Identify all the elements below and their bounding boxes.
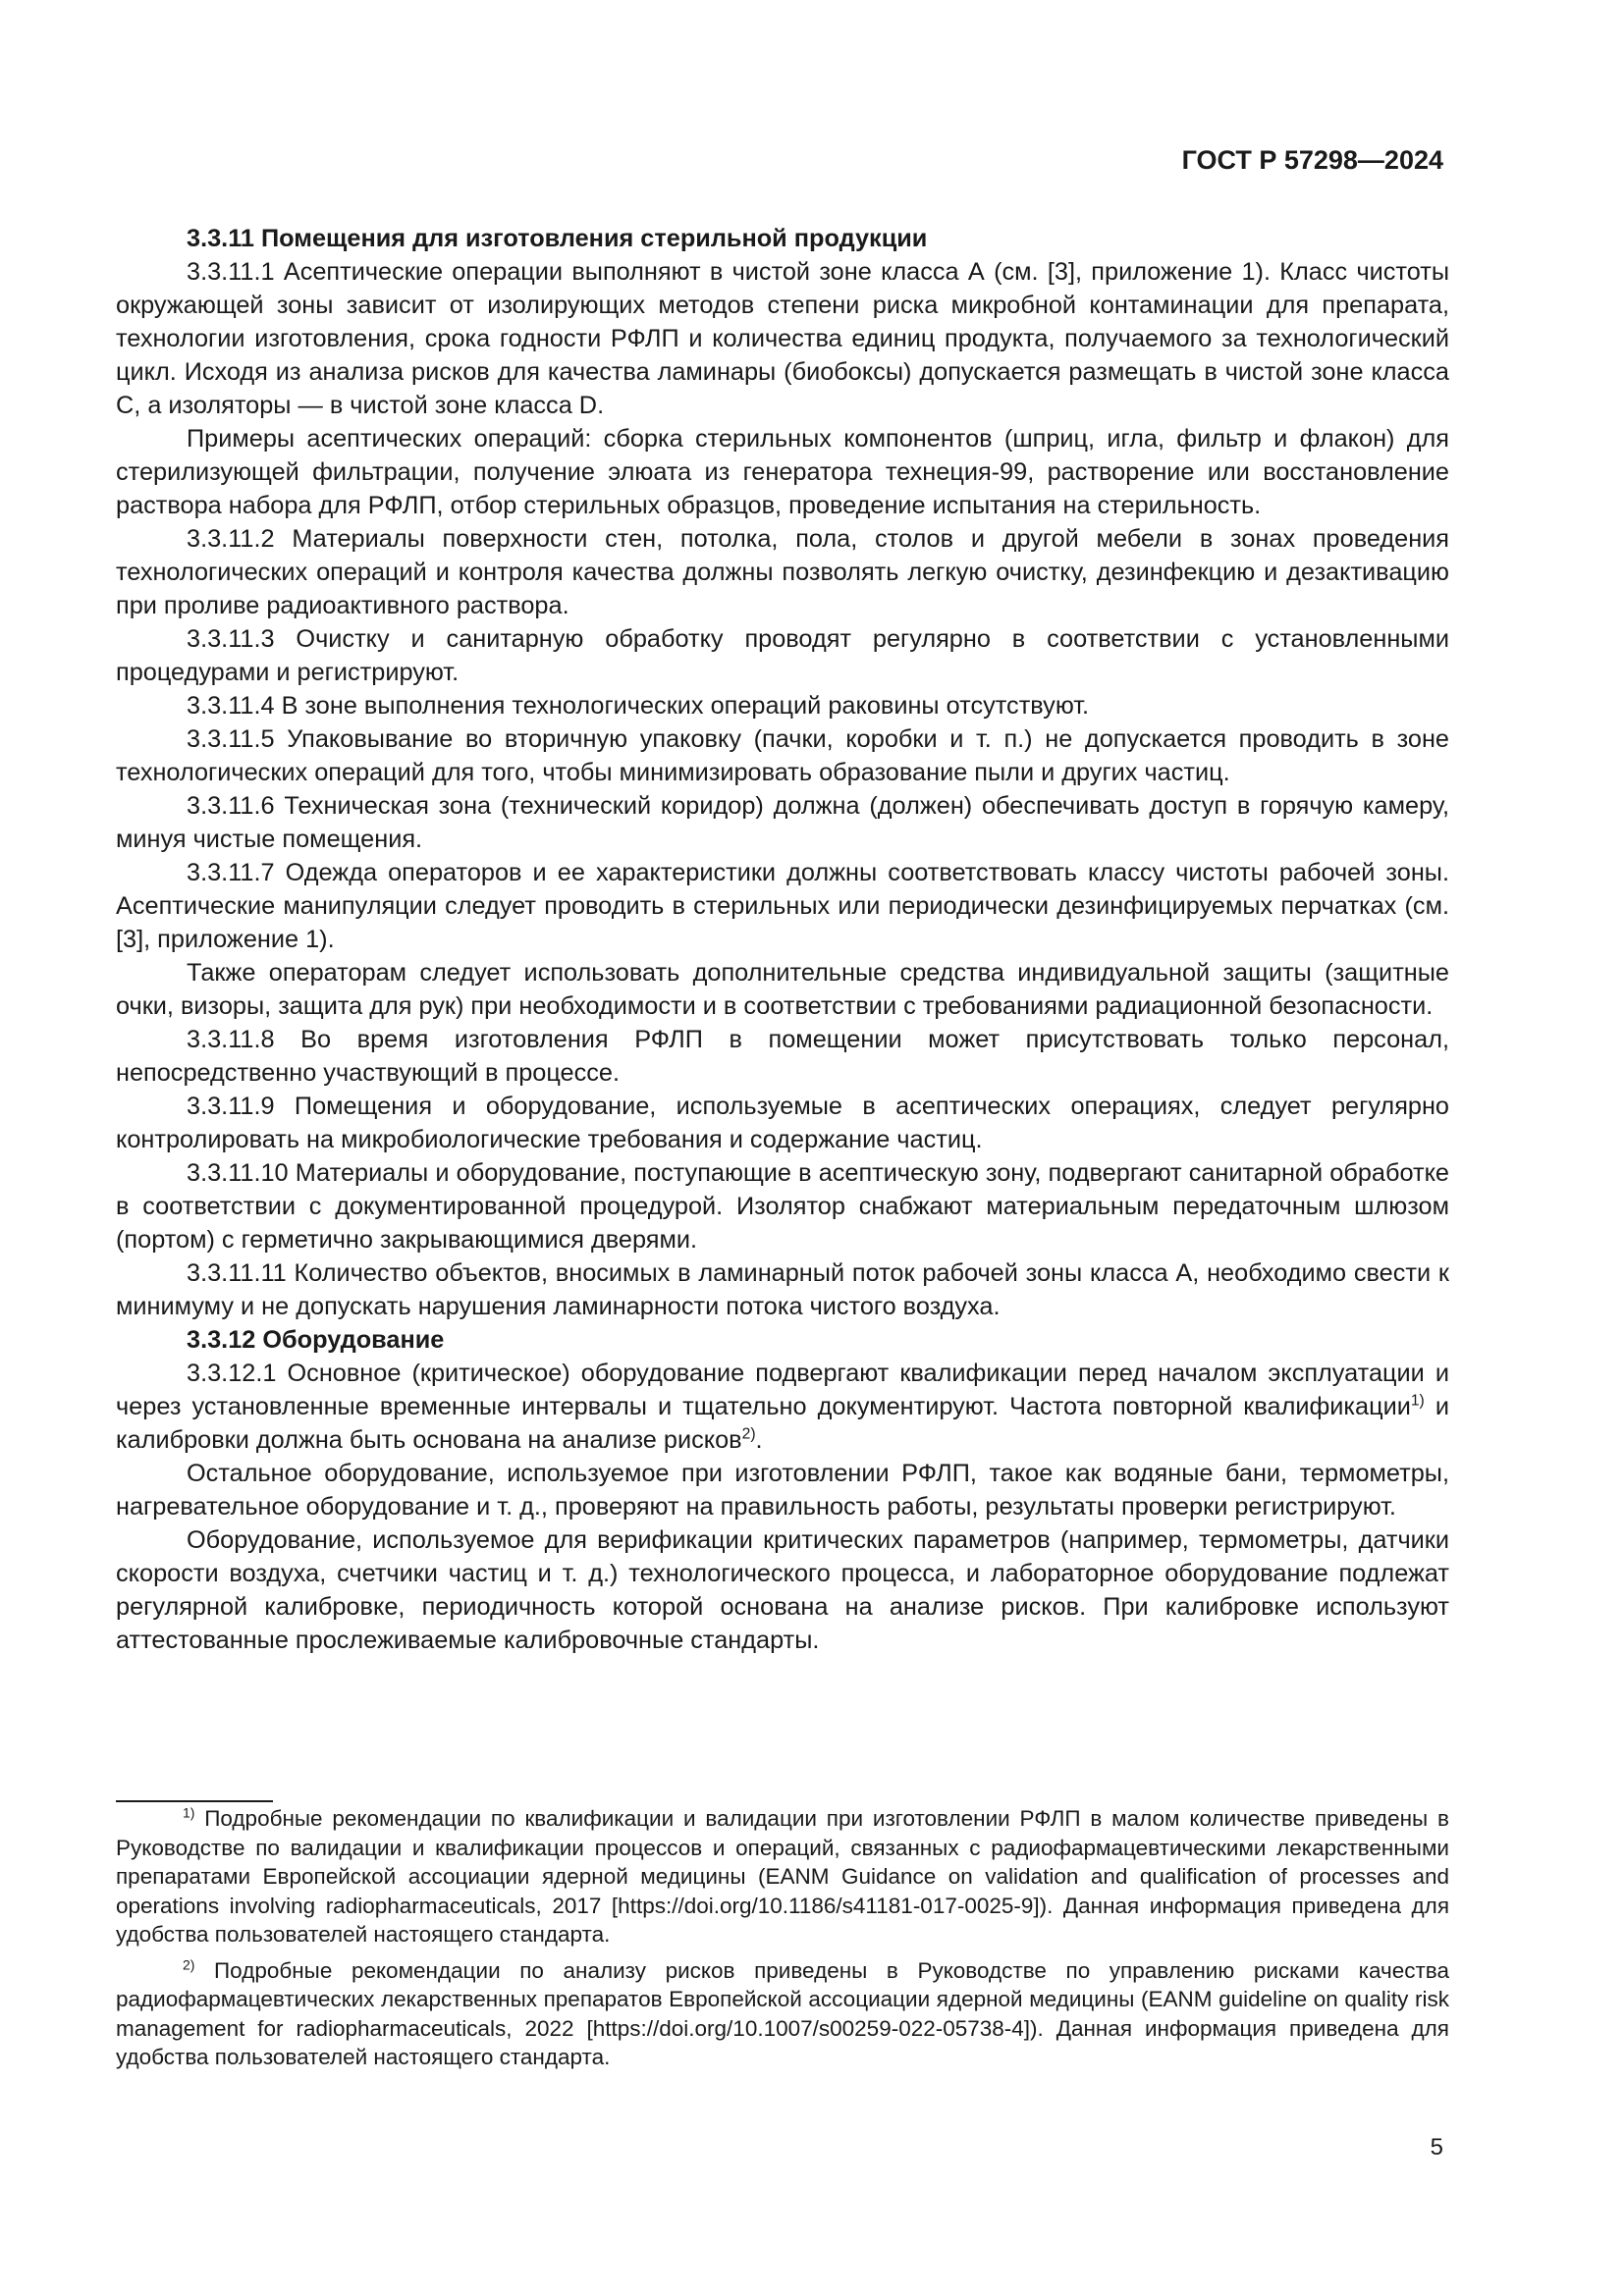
footnote <box>116 1956 1449 2072</box>
footnote-ref: 2) <box>741 1425 756 1443</box>
paragraph: 3.3.11.8 Во время изготовления РФЛП в помещении может присутствовать только персонал, непосредственно участвующий в процессе. <box>116 1026 1449 1087</box>
paragraph: 3.3.11.6 Техническая зона (технический коридор) должна (должен) обеспечивать доступ в горячую камеру, минуя чистые помещения. <box>116 792 1449 853</box>
paragraph-text: 3.3.12.1 Основное (критическое) оборудование подвергают квалификации перед началом эксплуатации и через установленные временные интервалы и тщательно документируют. Частота повторной квалификации <box>116 1360 1449 1420</box>
paragraph: 3.3.11.1 Асептические операции выполняют в чистой зоне класса А (см. [3], приложение 1). Класс чистоты окружающей зоны зависит от изолирующих методов степени риска микробной контаминации для препарата, технологии изготовления, срока годности РФЛП и количества единиц продукта, получаемого за технологический цикл. Исходя из анализа рисков для качества ламинары (биобоксы) допускается размещать в чистой зоне класса С, а изоляторы — в чистой зоне класса D. <box>116 258 1449 419</box>
document-code: ГОСТ Р 57298—2024 <box>1181 145 1443 175</box>
document-body <box>116 222 1449 1657</box>
footnotes <box>116 1804 1449 2079</box>
paragraph: Примеры асептических операций: сборка стерильных компонентов (шприц, игла, фильтр и флакон) для стерилизующей фильтрации, получение элюата из генератора технеция-99, растворение или восстановление раствора набора для РФЛП, отбор стерильных образцов, проведение испытания на стерильность. <box>116 425 1449 519</box>
paragraph: 3.3.11.11 Количество объектов, вносимых в ламинарный поток рабочей зоны класса А, необходимо свести к минимуму и не допускать нарушения ламинарности потока чистого воздуха. <box>116 1259 1449 1320</box>
paragraph: 3.3.11.3 Очистку и санитарную обработку проводят регулярно в соответствии с установленными процедурами и регистрируют. <box>116 625 1449 686</box>
paragraph: Также операторам следует использовать дополнительные средства индивидуальной защиты (защитные очки, визоры, защита для рук) при необходимости и в соответствии с требованиями радиационной безопасности. <box>116 959 1449 1020</box>
page-number: 5 <box>1430 2134 1443 2161</box>
paragraph-text: и калибровки должна быть основана на анализе рисков <box>116 1393 1449 1454</box>
paragraph-text: . <box>755 1426 763 1454</box>
footnote-text: Подробные рекомендации по квалификации и валидации при изготовлении РФЛП в малом количестве приведены в Руководстве по валидации и квалификации процессов и операций, связанных с радиофармацевтическими лекарственными препаратами Европейской ассоциации ядерной медицины (EANM Guidance on validation and qualification of processes and operations involving radiopharmaceuticals, 2017 [https://doi.org/10.1186/s41181-017-0025-9]). Данная информация приведена для удобства пользователей настоящего стандарта. <box>116 1806 1449 1947</box>
paragraph: Остальное оборудование, используемое при изготовлении РФЛП, такое как водяные бани, термометры, нагревательное оборудование и т. д., проверяют на правильность работы, результаты проверки регистрируют. <box>116 1460 1449 1521</box>
paragraph: 3.3.11.5 Упаковывание во вторичную упаковку (пачки, коробки и т. п.) не допускается проводить в зоне технологических операций для того, чтобы минимизировать образование пыли и других частиц. <box>116 725 1449 786</box>
paragraph: 3.3.11.4 В зоне выполнения технологических операций раковины отсутствуют. <box>187 692 1090 720</box>
paragraph: 3.3.11.9 Помещения и оборудование, используемые в асептических операциях, следует регулярно контролировать на микробиологические требования и содержание частиц. <box>116 1093 1449 1153</box>
footnote-divider <box>116 1800 273 1802</box>
paragraph <box>116 1357 1449 1457</box>
footnote-text: Подробные рекомендации по анализу рисков приведены в Руководстве по управлению рисками качества радиофармацевтических лекарственных препаратов Европейской ассоциации ядерной медицины (EANM guideline on quality risk management for radiopharmaceuticals, 2022 [https://doi.org/10.1007/s00259-022-05738-4]). Данная информация приведена для удобства пользователей настоящего стандарта. <box>116 1957 1449 2069</box>
paragraph: 3.3.11.2 Материалы поверхности стен, потолка, пола, столов и другой мебели в зонах проведения технологических операций и контроля качества должны позволять легкую очистку, дезинфекцию и дезактивацию при проливе радиоактивного раствора. <box>116 525 1449 619</box>
section-heading: 3.3.12 Оборудование <box>187 1326 445 1354</box>
footnote-mark: 2) <box>183 1955 195 1972</box>
footnote-mark: 1) <box>183 1804 195 1821</box>
paragraph: 3.3.11.7 Одежда операторов и ее характеристики должны соответствовать классу чистоты рабочей зоны. Асептические манипуляции следует проводить в стерильных или периодически дезинфицируемых перчатках (см. [3], приложение 1). <box>116 859 1449 953</box>
section-heading: 3.3.11 Помещения для изготовления стерильной продукции <box>187 225 928 252</box>
footnote-ref: 1) <box>1410 1392 1425 1410</box>
paragraph: 3.3.11.10 Материалы и оборудование, поступающие в асептическую зону, подвергают санитарной обработке в соответствии с документированной процедурой. Изолятор снабжают материальным передаточным шлюзом (портом) с герметично закрывающимися дверями. <box>116 1159 1449 1254</box>
footnote <box>116 1804 1449 1949</box>
paragraph: Оборудование, используемое для верификации критических параметров (например, термометры, датчики скорости воздуха, счетчики частиц и т. д.) технологического процесса, и лабораторное оборудование подлежат регулярной калибровке, периодичность которой основана на анализе рисков. При калибровке используют аттестованные прослеживаемые калибровочные стандарты. <box>116 1526 1449 1654</box>
